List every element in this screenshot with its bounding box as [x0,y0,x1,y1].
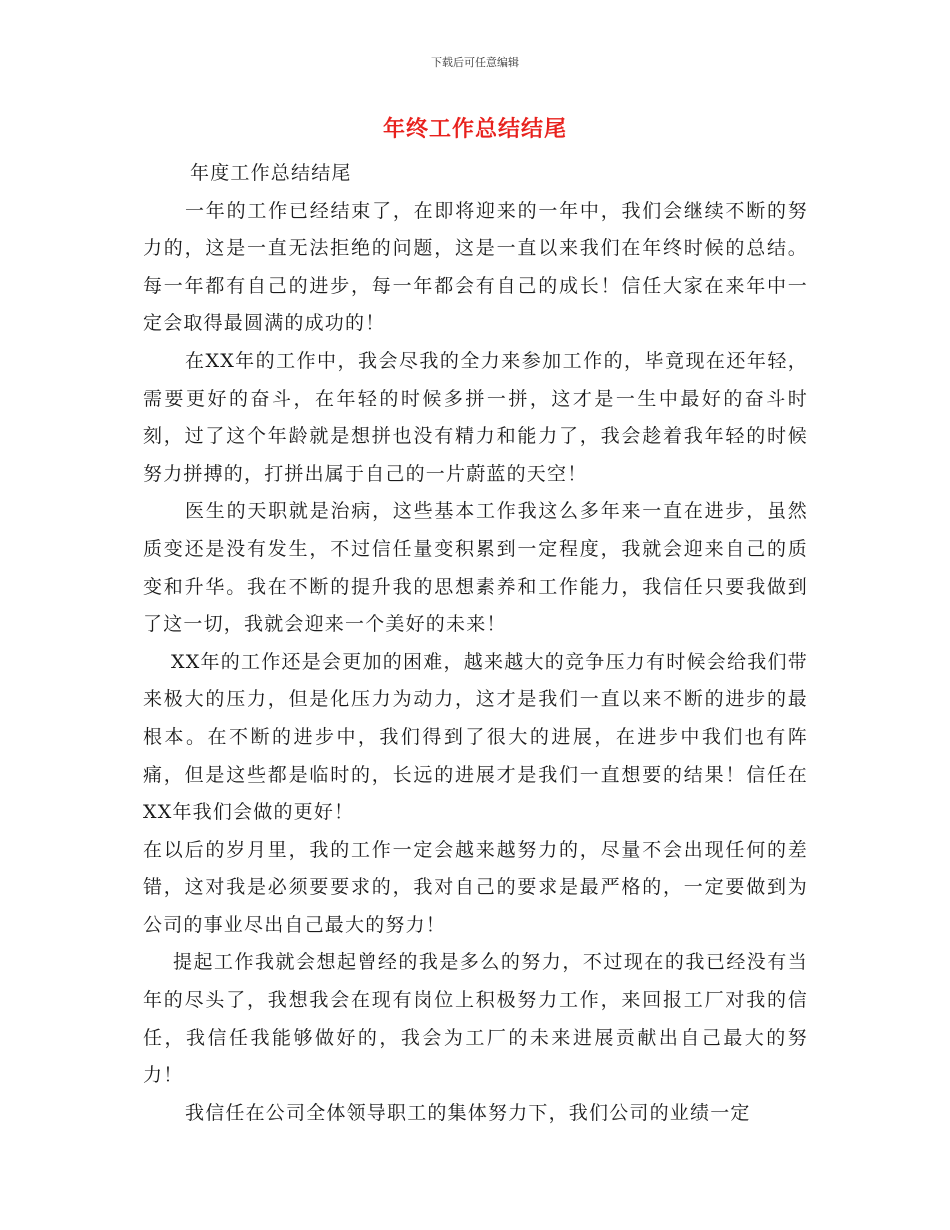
paragraph-6: 提起工作我就会想起曾经的我是多么的努力，不过现在的我已经没有当年的尽头了，我想我会在现有岗位上积极努力工作，来回报工厂对我的信任，我信任我能够做好的，我会为工厂的未来进展贡献出自己最大的努力！ [143,951,808,1087]
paragraph-3: 医生的天职就是治病，这些基本工作我这么多年来一直在进步，虽然质变还是没有发生，不过信任量变积累到一定程度，我就会迎来自己的质变和升华。我在不断的提升我的思想素养和工作能力，我信任只要我做到了这一切，我就会迎来一个美好的未来！ [143,500,808,636]
paragraph-1: 一年的工作已经结束了，在即将迎来的一年中，我们会继续不断的努力的，这是一直无法拒绝的问题，这是一直以来我们在年终时候的总结。每一年都有自己的进步，每一年都会有自己的成长！信任大家在来年中一定会取得最圆满的成功的！ [143,199,808,335]
paragraph-4: XX年的工作还是会更加的困难，越来越大的竞争压力有时候会给我们带来极大的压力，但是化压力为动力，这才是我们一直以来不断的进步的最根本。在不断的进步中，我们得到了很大的进展，在进步中我们也有阵痛，但是这些都是临时的，长远的进展才是我们一直想要的结果！信任在XX年我们会做的更好！ [143,650,808,824]
document-body [143,155,808,1132]
document-title: 年终工作总结结尾 [382,117,567,142]
paragraph-5: 在以后的岁月里，我的工作一定会越来越努力的，尽量不会出现任何的差错，这对我是必须要要求的，我对自己的要求是最严格的，一定要做到为公司的事业尽出自己最大的努力！ [143,838,808,936]
document-subtitle: 年度工作总结结尾 [190,162,352,184]
paragraph-2: 在XX年的工作中，我会尽我的全力来参加工作的，毕竟现在还年轻，需要更好的奋斗，在年轻的时候多拼一拼，这才是一生中最好的奋斗时刻，过了这个年龄就是想拼也没有精力和能力了，我会趁着我年轻的时候努力拼搏的，打拼出属于自己的一片蔚蓝的天空！ [143,349,808,485]
header-note: 下载后可任意编辑 [431,56,519,69]
paragraph-7: 我信任在公司全体领导职工的集体努力下，我们公司的业绩一定 [185,1101,751,1124]
